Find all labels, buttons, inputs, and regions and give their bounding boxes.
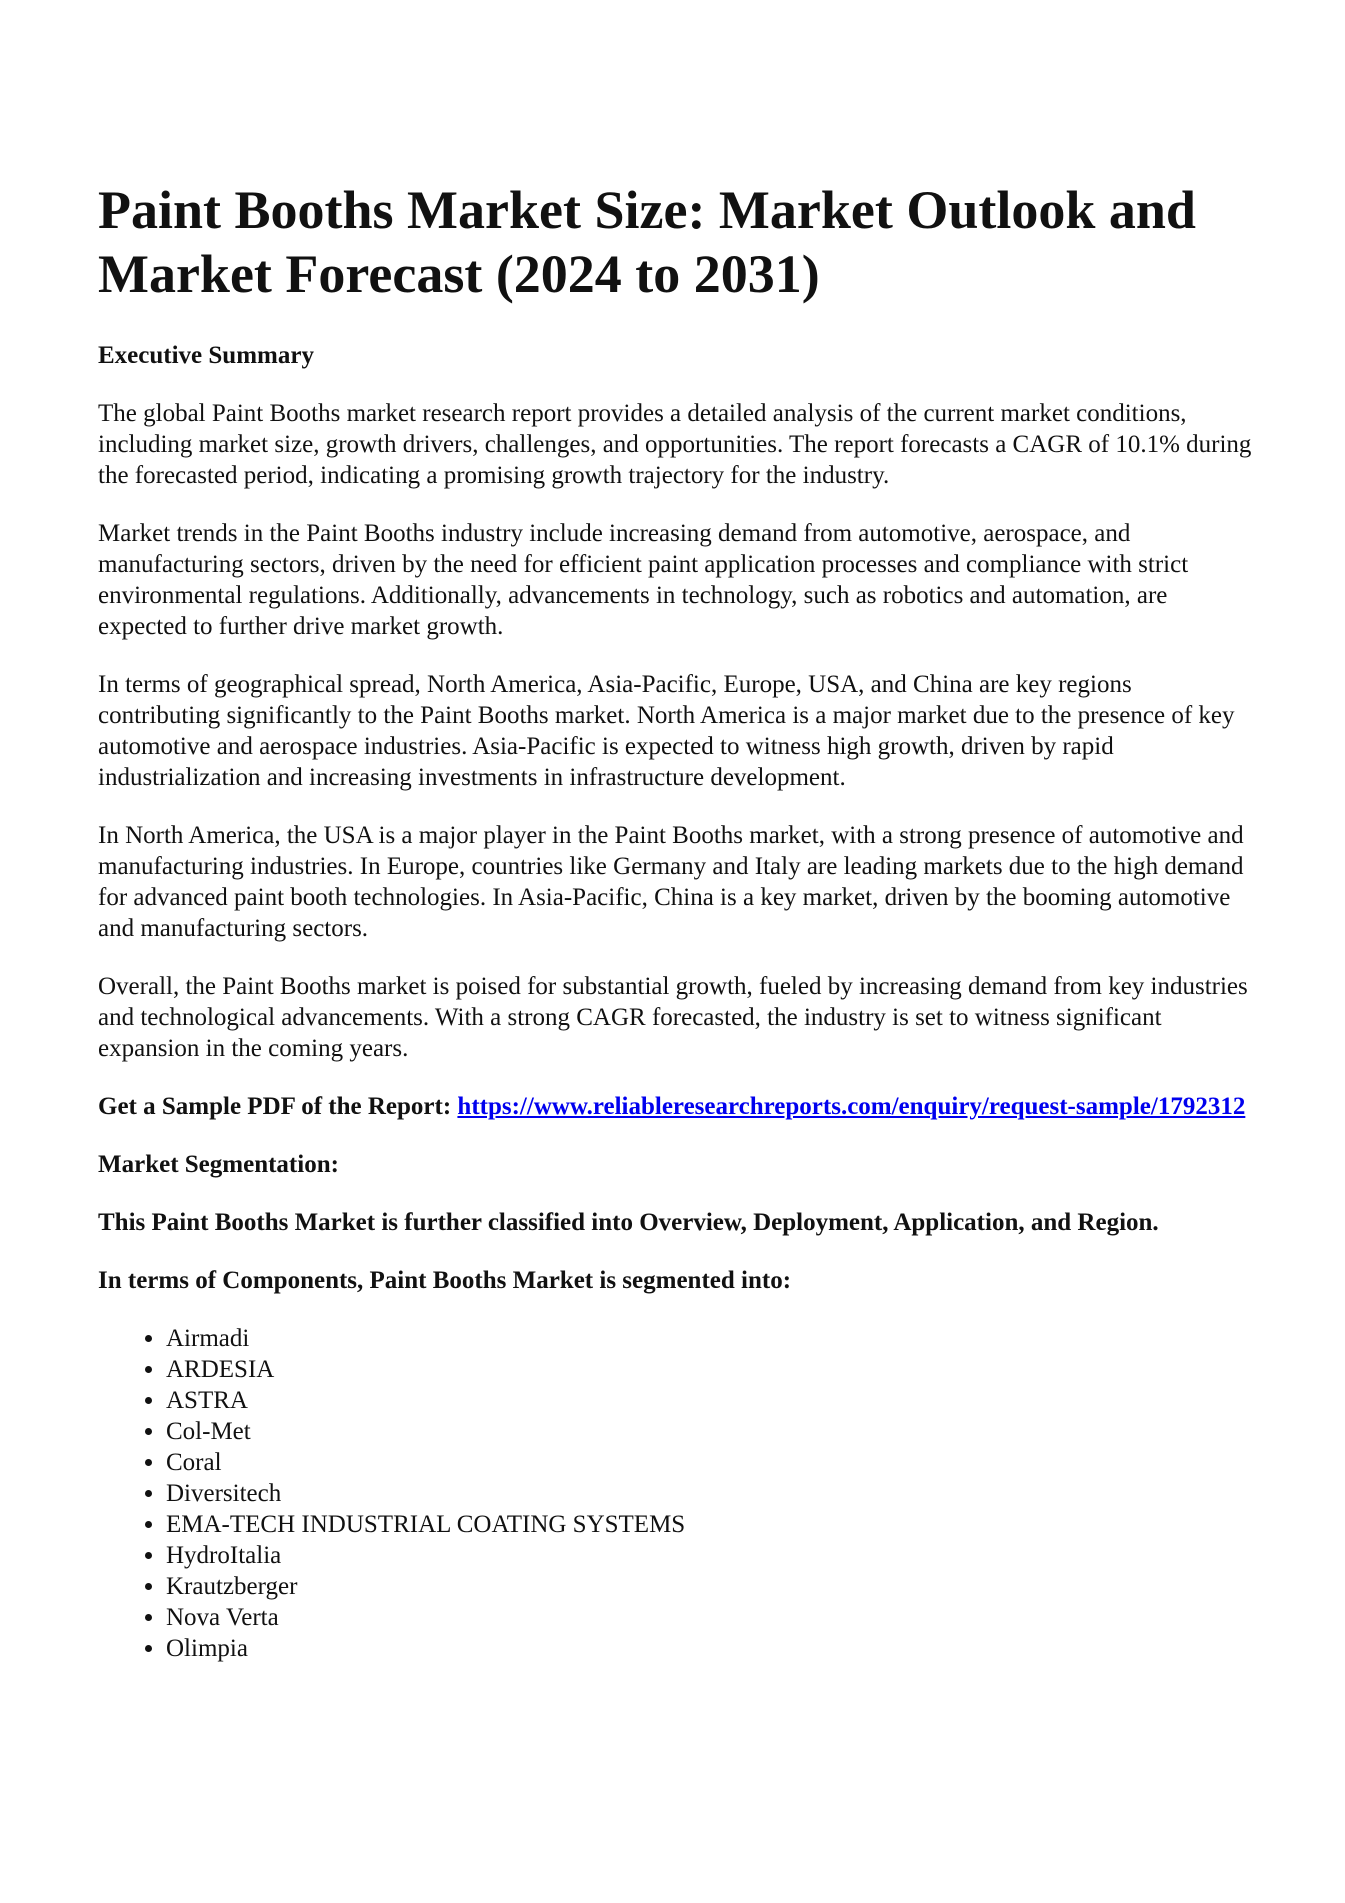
list-item: • Diversitech [166,1478,1258,1509]
paragraph: In North America, the USA is a major player in the Paint Booths market, with a strong presence of automotive and manufacturing industries. In Europe, countries like Germany and Italy are leading markets due to the high demand for advanced paint booth technologies. In Asia-Pacific, China is a key market, driven by the booming automotive and manufacturing sectors. [98,822,1244,942]
paragraph: The global Paint Booths market research report provides a detailed analysis of the current market conditions, including market size, growth drivers, challenges, and opportunities. The report forecasts a CAGR of 10.1% during the forecasted period, indicating a promising growth trajectory for the industry. [98,400,1252,489]
document-page [98,178,1258,1664]
page-title: Paint Booths Market Size: Market Outlook and Market Forecast (2024 to 2031) [98,180,1196,304]
sample-pdf-link[interactable]: https://www.reliableresearchreports.com/enquiry/request-sample/1792312 [457,1093,1246,1120]
sample-pdf-line [98,1091,1258,1122]
paragraph: Overall, the Paint Booths market is poised for substantial growth, fueled by increasing demand from key industries and technological advancements. With a strong CAGR forecasted, the industry is set to witness significant expansion in the coming years. [98,973,1248,1062]
components-heading: In terms of Components, Paint Booths Market is segmented into: [98,1267,792,1294]
classification-text: This Paint Booths Market is further classified into Overview, Deployment, Application, and Region. [98,1209,1159,1236]
list-item: • EMA-TECH INDUSTRIAL COATING SYSTEMS [166,1509,1258,1540]
list-item: • Airmadi [166,1323,1258,1354]
list-item: • HydroItalia [166,1540,1258,1571]
list-item: • ARDESIA [166,1354,1258,1385]
executive-summary-heading: Executive Summary [98,342,314,369]
list-item: • Nova Verta [166,1602,1258,1633]
paragraph: Market trends in the Paint Booths industry include increasing demand from automotive, aerospace, and manufacturing sectors, driven by the need for efficient paint application processes and compliance with strict environmental regulations. Additionally, advancements in technology, such as robotics and automation, are expected to further drive market growth. [98,520,1189,640]
list-item: • Krautzberger [166,1571,1258,1602]
segmentation-heading: Market Segmentation: [98,1151,339,1178]
list-item: • Olimpia [166,1633,1258,1664]
paragraph: In terms of geographical spread, North America, Asia-Pacific, Europe, USA, and China are key regions contributing significantly to the Paint Booths market. North America is a major market due to the presence of key automotive and aerospace industries. Asia-Pacific is expected to witness high growth, driven by rapid industrialization and increasing investments in infrastructure development. [98,671,1235,791]
list-item: • Coral [166,1447,1258,1478]
components-list [98,1323,1258,1664]
list-item: • ASTRA [166,1385,1258,1416]
list-item: • Col-Met [166,1416,1258,1447]
sample-pdf-label: Get a Sample PDF of the Report: [98,1093,458,1120]
